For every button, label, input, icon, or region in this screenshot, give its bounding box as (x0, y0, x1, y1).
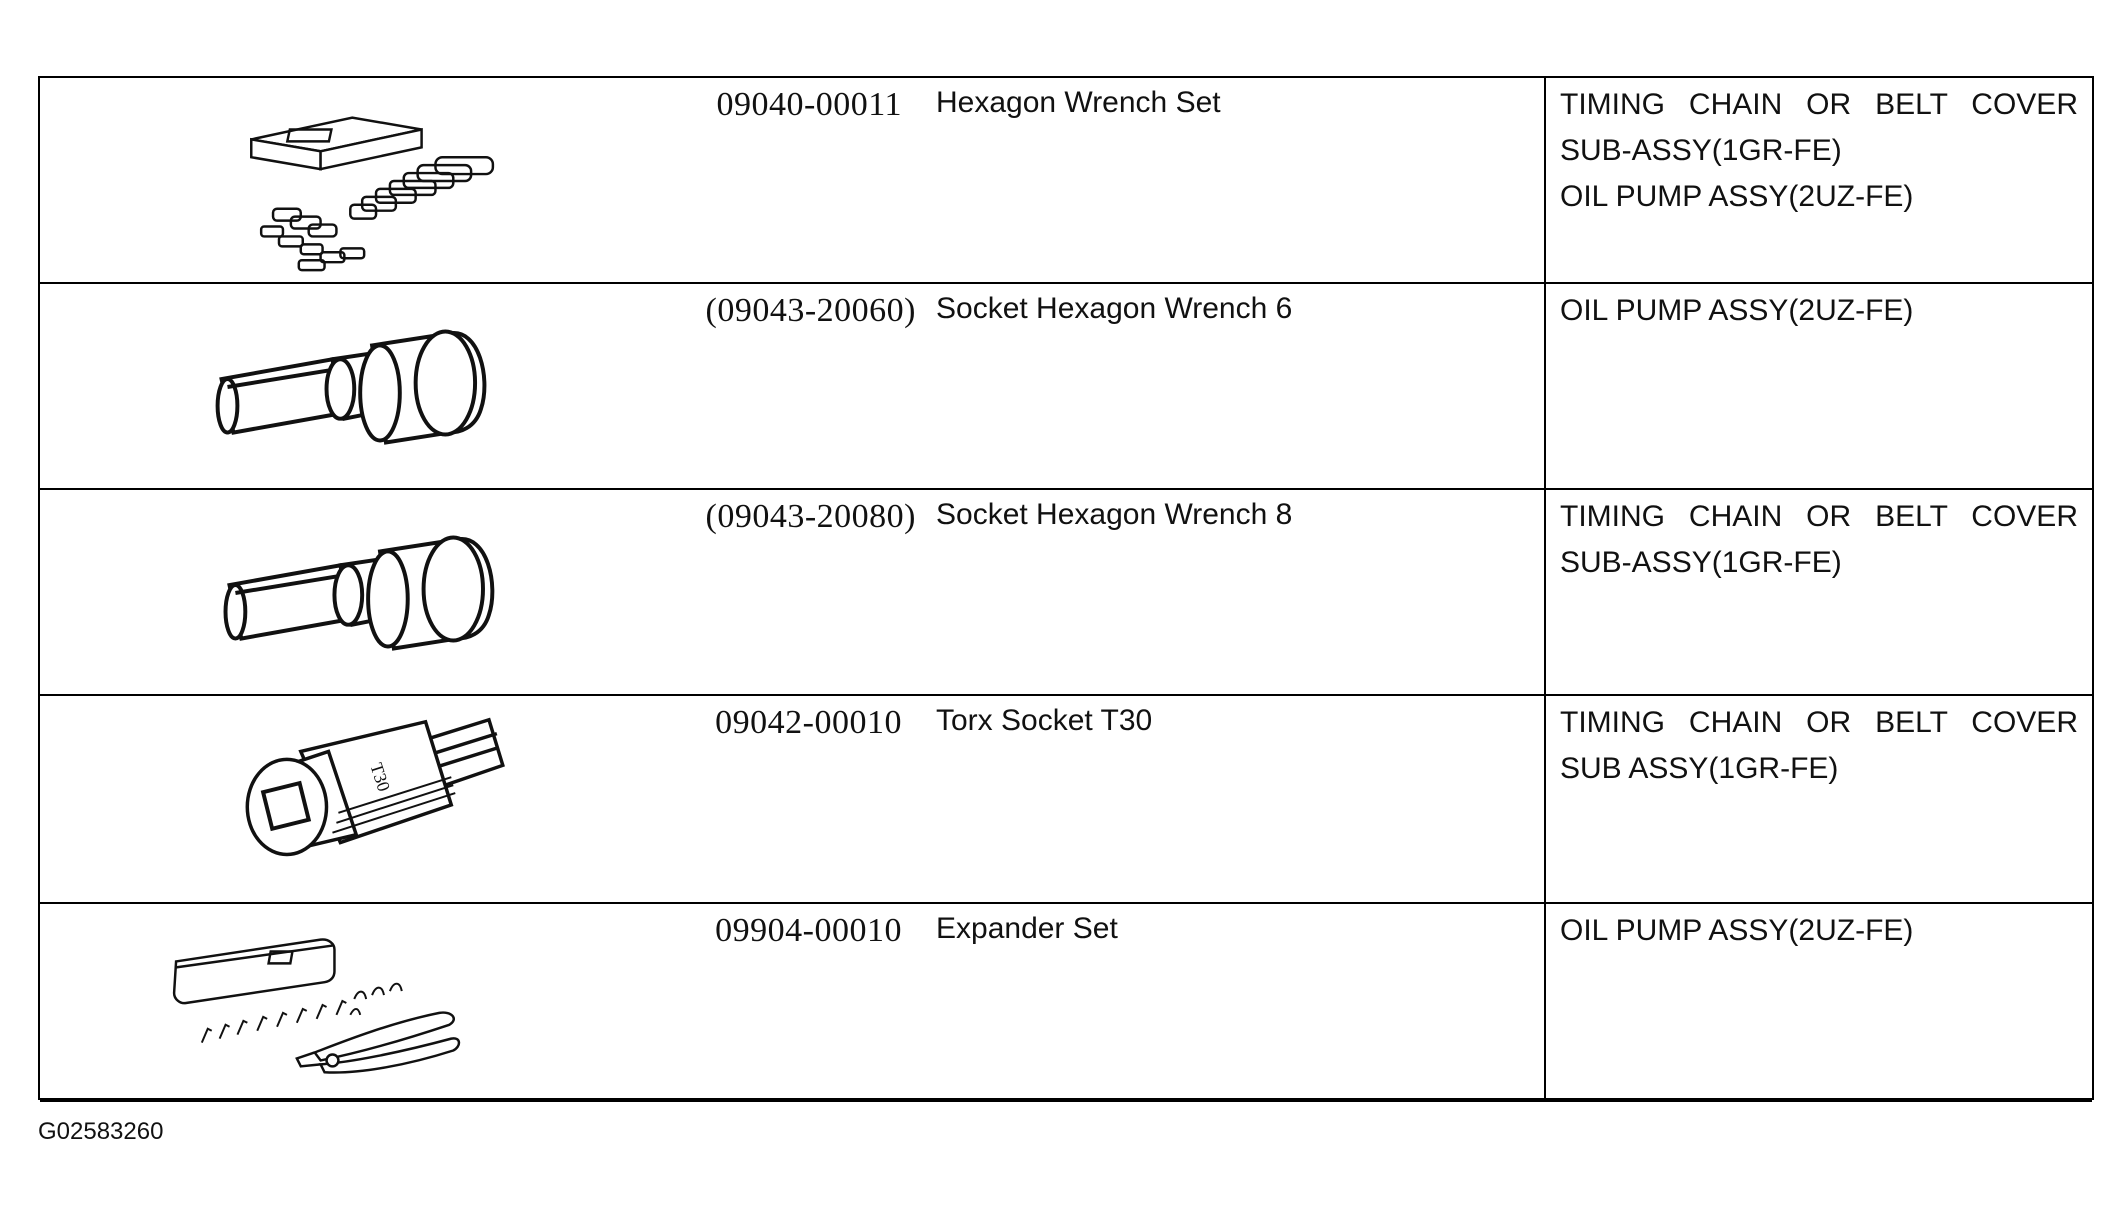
part-number: 09904-00010 (715, 912, 902, 949)
svg-text:T30: T30 (366, 760, 395, 794)
usage-line: OIL PUMP ASSY(2UZ-FE) (1560, 180, 1914, 213)
tool-name: Socket Hexagon Wrench 6 (936, 292, 1293, 325)
part-number: 09040-00011 (716, 86, 902, 123)
usage-line: TIMING CHAIN OR BELT COVER (1560, 500, 2078, 533)
tool-name: Socket Hexagon Wrench 8 (936, 498, 1293, 531)
usage-line: OIL PUMP ASSY(2UZ-FE) (1560, 914, 1914, 947)
table-row (40, 490, 2092, 696)
tool-name: Torx Socket T30 (936, 704, 1153, 737)
special-tools-table (38, 76, 2094, 1100)
tool-name: Hexagon Wrench Set (936, 86, 1221, 119)
part-number: (09043-20080) (705, 498, 916, 535)
usage-text (1560, 288, 2078, 334)
part-number: (09043-20060) (705, 292, 916, 329)
usage-line: SUB ASSY(1GR-FE) (1560, 752, 1839, 785)
usage-line: OIL PUMP ASSY(2UZ-FE) (1560, 294, 1914, 327)
usage-line: SUB-ASSY(1GR-FE) (1560, 546, 1842, 579)
socket-hex-wrench-icon (100, 284, 660, 488)
table-row (40, 78, 2092, 284)
usage-line: SUB-ASSY(1GR-FE) (1560, 134, 1842, 167)
table-row (40, 696, 2092, 904)
usage-line: TIMING CHAIN OR BELT COVER (1560, 88, 2078, 121)
table-row (40, 284, 2092, 490)
usage-text (1560, 494, 2078, 586)
socket-hex-wrench-icon (100, 490, 660, 694)
column-divider (1544, 78, 1546, 1098)
expander-set-icon (100, 904, 660, 1100)
usage-text (1560, 82, 2078, 220)
usage-line: TIMING CHAIN OR BELT COVER (1560, 706, 2078, 739)
table-row (40, 904, 2092, 1102)
part-number: 09042-00010 (715, 704, 902, 741)
hexagon-wrench-set-icon (100, 78, 660, 282)
figure-id: G02583260 (38, 1118, 164, 1145)
usage-text (1560, 700, 2078, 792)
tool-name: Expander Set (936, 912, 1118, 945)
torx-socket-icon (100, 696, 660, 902)
usage-text (1560, 908, 2078, 954)
